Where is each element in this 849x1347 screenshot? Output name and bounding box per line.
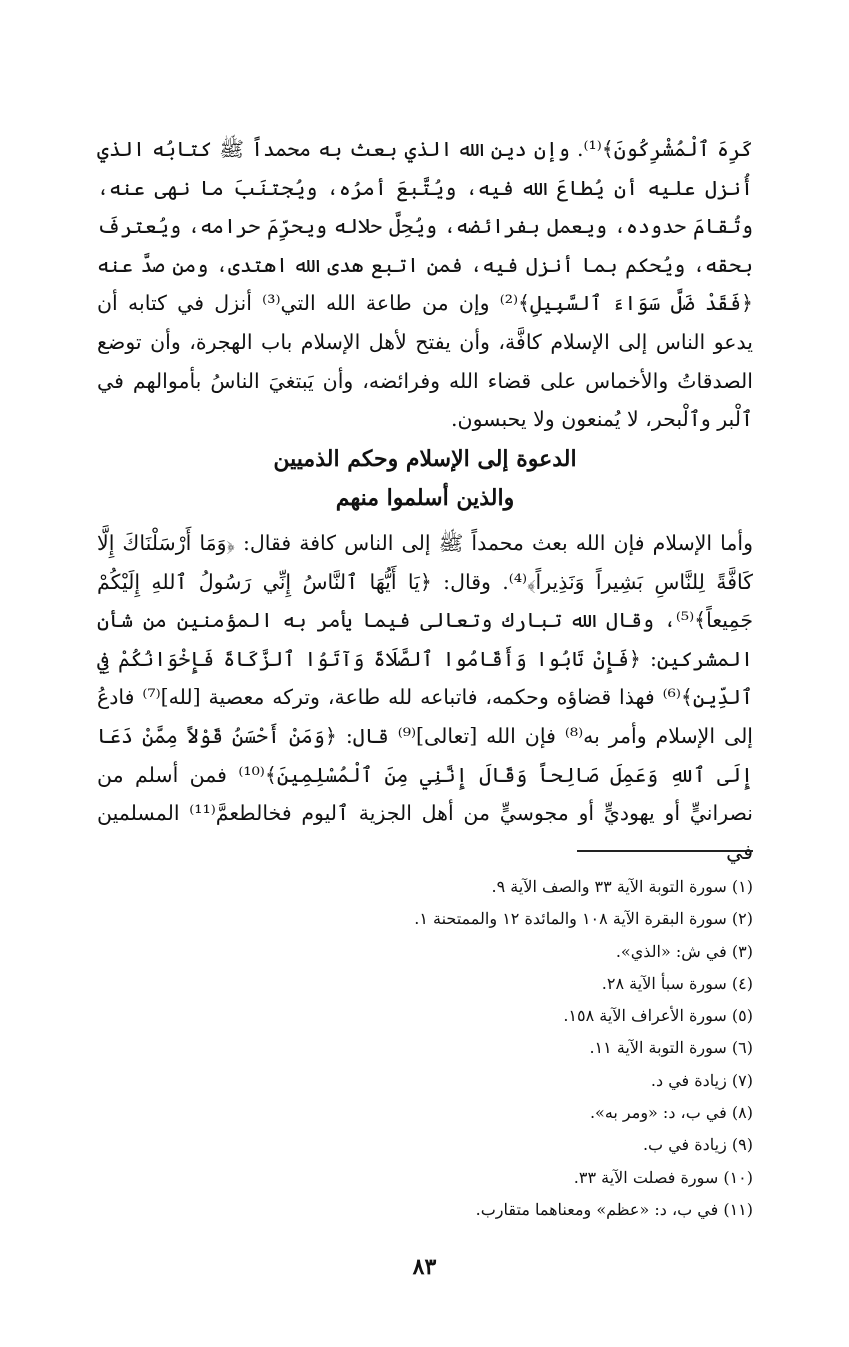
- section-heading-line-1: الدعوة إلى الإسلام وحكم الذميين: [273, 446, 577, 472]
- footnote-10: (١٠) سورة فصلت الآية ٣٣.: [573, 1167, 753, 1187]
- page-number: ٨٣: [412, 1254, 437, 1280]
- section-heading-line-2: والذين أسلموا منهم: [335, 485, 515, 511]
- footnote-1: (١) سورة التوبة الآية ٣٣ والصف الآية ٩.: [491, 877, 753, 896]
- footnote-9: (٩) زيادة في ب.: [642, 1135, 753, 1155]
- main-text-block: [97, 130, 753, 439]
- footnote-7: (٧) زيادة في د.: [650, 1070, 753, 1090]
- footnote-5: (٥) سورة الأعراف الآية ١٥٨.: [563, 1006, 753, 1026]
- footnote-4: (٤) سورة سبأ الآية ٢٨.: [601, 973, 753, 993]
- paragraph: كَرِهَ ٱلْمُشْرِكُونَ﴾⁽¹⁾. وإن دين الله الذي بعث به محمداً ﷺ كتابُه الذي أُنزل عليه أن يُطاعَ الله فيه، ويُتَّبعَ أمرُه، ويُجتنَبَ ما نهى عنه، وتُقامَ حدوده، ويعمل بفرائضه، ويُحِلَّ حلاله ويحرِّمَ حرامه، ويُعترفَ بحقه، ويُحكم بما أنزل فيه، فمن اتبع هدى الله اهتدى، ومن صدَّ عنه ﴿فَقَدْ ضَلَّ سَوَاءَ ٱلسَّبِيلِ﴾⁽²⁾ وإن من طاعة الله التي⁽³⁾ أنزل في كتابه أن يدعو الناس إلى الإسلام كافَّة، وأن يفتح لأهل الإسلام باب الهجرة، وأن توضع الصدقاتُ والأخماس على قضاء الله وفرائضه، وأن يَبتغيَ الناسُ بأموالهم في ٱلْبر وٱلْبحر، لا يُمنعون ولا يحبسون.: [97, 137, 753, 432]
- footnote-11: (١١) في ب، د: «عظم» ومعناهما متقارب.: [475, 1199, 753, 1219]
- footnotes-list: [97, 871, 753, 1226]
- footnote-3: (٣) في ش: «الذي».: [615, 941, 753, 961]
- section-heading: [97, 440, 753, 518]
- footnote-8: (٨) في ب، د: «ومر به».: [589, 1103, 753, 1123]
- footnote-6: (٦) سورة التوبة الآية ١١.: [589, 1038, 753, 1058]
- main-text-block-2: [97, 524, 753, 871]
- paragraph: وأما الإسلام فإن الله بعث محمداً ﷺ إلى الناس كافة فقال: ﴿وَمَا أَرْسَلْنَاكَ إِلَّا كَافَّةً لِلنَّاسِ بَشِيراً وَنَذِيراً﴾⁽⁴⁾. وقال: ﴿يَا أَيُّهَا ٱلنَّاسُ إِنِّي رَسُولُ ٱللهِ إِلَيْكُمْ جَمِيعاً﴾⁽⁵⁾، وقال الله تبارك وتعالى فيما يأمر به المؤمنين من شأن المشركين: ﴿فَإِنْ تَابُوا وَأَقَامُوا ٱلصَّلَاةَ وَآتَوُا ٱلزَّكَاةَ فَإِخْوَانُكُمْ فِي ٱلدِّينِ﴾⁽⁶⁾ فهذا قضاؤه وحكمه، فاتباعه لله طاعة، وتركه معصية [لله]⁽⁷⁾ فادعُ إلى الإسلام وأمر به⁽⁸⁾ فإن الله [تعالى]⁽⁹⁾ قال: ﴿وَمَنْ أَحْسَنُ قَوْلاً مِمَّنْ دَعَا إِلَى ٱللهِ وَعَمِلَ صَالِحاً وَقَالَ إِنَّنِي مِنَ ٱلْمُسْلِمِينَ﴾⁽¹⁰⁾ فمن أسلم من نصرانيٍّ أو يهوديٍّ أو مجوسيٍّ من أهل الجزية ٱليوم فخالطعمَّ⁽¹¹⁾ المسلمين في: [97, 531, 754, 864]
- footnote-2: (٢) سورة البقرة الآية ١٠٨ والمائدة ١٢ والممتحنة ١.: [414, 909, 753, 929]
- footnote-divider: [577, 850, 753, 852]
